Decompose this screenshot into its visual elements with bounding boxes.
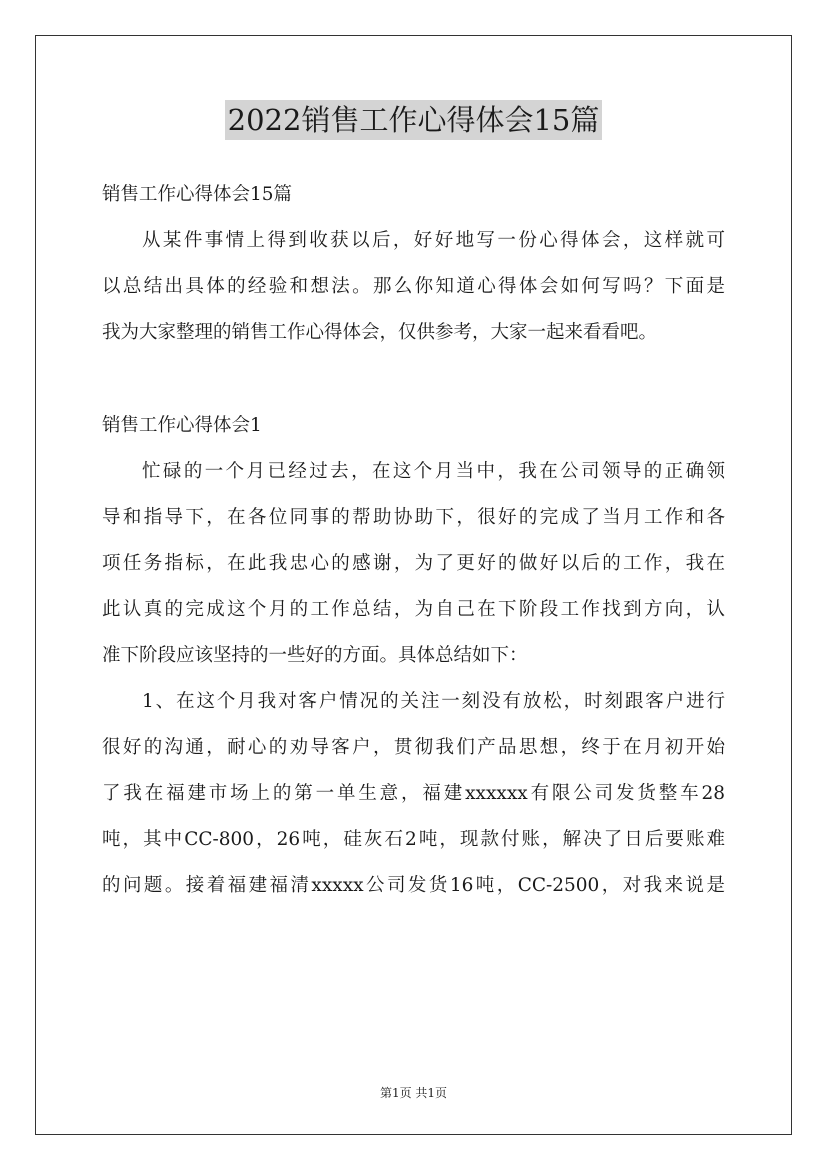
intro-paragraph (102, 218, 725, 356)
paragraph-line: 很好的沟通，耐心的劝导客户，贯彻我们产品思想，终于在月初开始 (102, 737, 725, 758)
document-subtitle: 销售工作心得体会15篇 (102, 184, 293, 205)
paragraph-line: 吨，其中CC-800，26吨，硅灰石2吨，现款付账，解决了日后要账难 (102, 829, 725, 850)
paragraph-line: 准下阶段应该坚持的一些好的方面。具体总结如下： (102, 645, 528, 666)
paragraph-1 (102, 449, 725, 679)
paragraph-line: 从某件事情上得到收获以后，好好地写一份心得体会，这样就可 (142, 230, 725, 251)
paragraph-line: 的问题。接着福建福清xxxxx公司发货16吨，CC-2500，对我来说是 (102, 875, 725, 896)
paragraph-gap (102, 356, 725, 403)
paragraph-line: 以总结出具体的经验和想法。那么你知道心得体会如何写吗？下面是 (102, 276, 725, 297)
paragraph-line: 了我在福建市场上的第一单生意，福建xxxxxx有限公司发货整车28 (102, 783, 725, 804)
paragraph-line: 1、在这个月我对客户情况的关注一刻没有放松，时刻跟客户进行 (142, 691, 725, 712)
paragraph-line: 我为大家整理的销售工作心得体会，仅供参考，大家一起来看看吧。 (102, 322, 658, 343)
section-heading: 销售工作心得体会1 (102, 415, 262, 436)
document-body (102, 172, 725, 909)
title-container (0, 100, 827, 140)
paragraph-line: 导和指导下，在各位同事的帮助协助下，很好的完成了当月工作和各 (102, 507, 725, 528)
document-title: 2022销售工作心得体会15篇 (225, 100, 603, 140)
paragraph-line: 忙碌的一个月已经过去，在这个月当中，我在公司领导的正确领 (142, 461, 725, 482)
paragraph-line: 此认真的完成这个月的工作总结，为自己在下阶段工作找到方向，认 (102, 599, 725, 620)
paragraph-2 (102, 679, 725, 909)
page-footer: 第1页 共1页 (379, 1086, 448, 1100)
paragraph-line: 项任务指标，在此我忠心的感谢，为了更好的做好以后的工作，我在 (102, 553, 725, 574)
